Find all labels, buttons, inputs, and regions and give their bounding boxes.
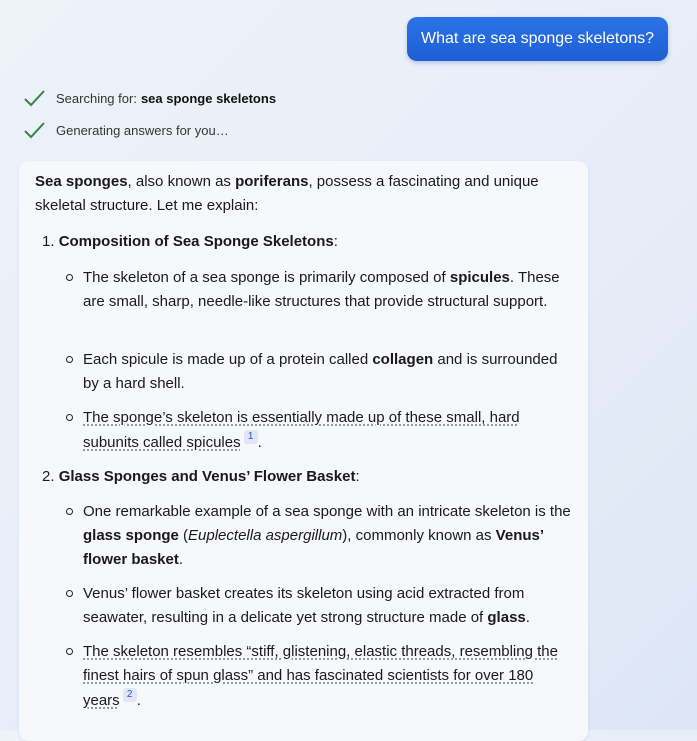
list-item: The sponge’s skeleton is essentially made up of these small, hard subunits called spicules 1 . [83,406,573,455]
searching-prefix: Searching for: [56,90,137,106]
cited-text[interactable]: The sponge’s skeleton is essentially made up of these small, hard subunits called spicules [83,409,520,451]
list-item: One remarkable example of a sea sponge with an intricate skeleton is the glass sponge (Euplectella aspergillum), commonly known as Venus’ flower basket. [83,500,573,572]
user-message-bubble [407,17,668,61]
answer-card [19,161,588,741]
generating-text: Generating answers for you… [56,122,229,138]
status-searching [22,88,276,108]
status-generating [22,120,229,140]
user-message-text: What are sea sponge skeletons? [420,30,655,47]
check-icon [22,120,46,140]
section-heading: 1. Composition of Sea Sponge Skeletons: [42,233,338,250]
citation-badge[interactable]: 2 [123,688,137,702]
check-icon [22,88,46,108]
searching-query: sea sponge skeletons [140,90,277,106]
list-item: The skeleton of a sea sponge is primarily composed of spicules. These are small, sharp, needle-like structures that provide structural support. [83,266,573,314]
citation-badge[interactable]: 1 [244,430,258,444]
list-item: The skeleton resembles “stiff, glistening, elastic threads, resembling the finest hairs of spun glass” and has fascinated scientists for over 180 years 2 . [83,640,573,713]
cited-text[interactable]: The skeleton resembles “stiff, glistening, elastic threads, resembling the finest hairs of spun glass” and has fascinated scientists for over 180 years [83,643,558,709]
list-item: Each spicule is made up of a protein called collagen and is surrounded by a hard shell. [83,348,573,396]
answer-intro: Sea sponges, also known as poriferans, possess a fascinating and unique skeletal structure. Let me explain: [35,173,539,214]
list-item: Venus’ flower basket creates its skeleton using acid extracted from seawater, resulting in a delicate yet strong structure made of glass. [83,582,573,630]
section-heading: 2. Glass Sponges and Venus’ Flower Basket: [42,468,360,485]
